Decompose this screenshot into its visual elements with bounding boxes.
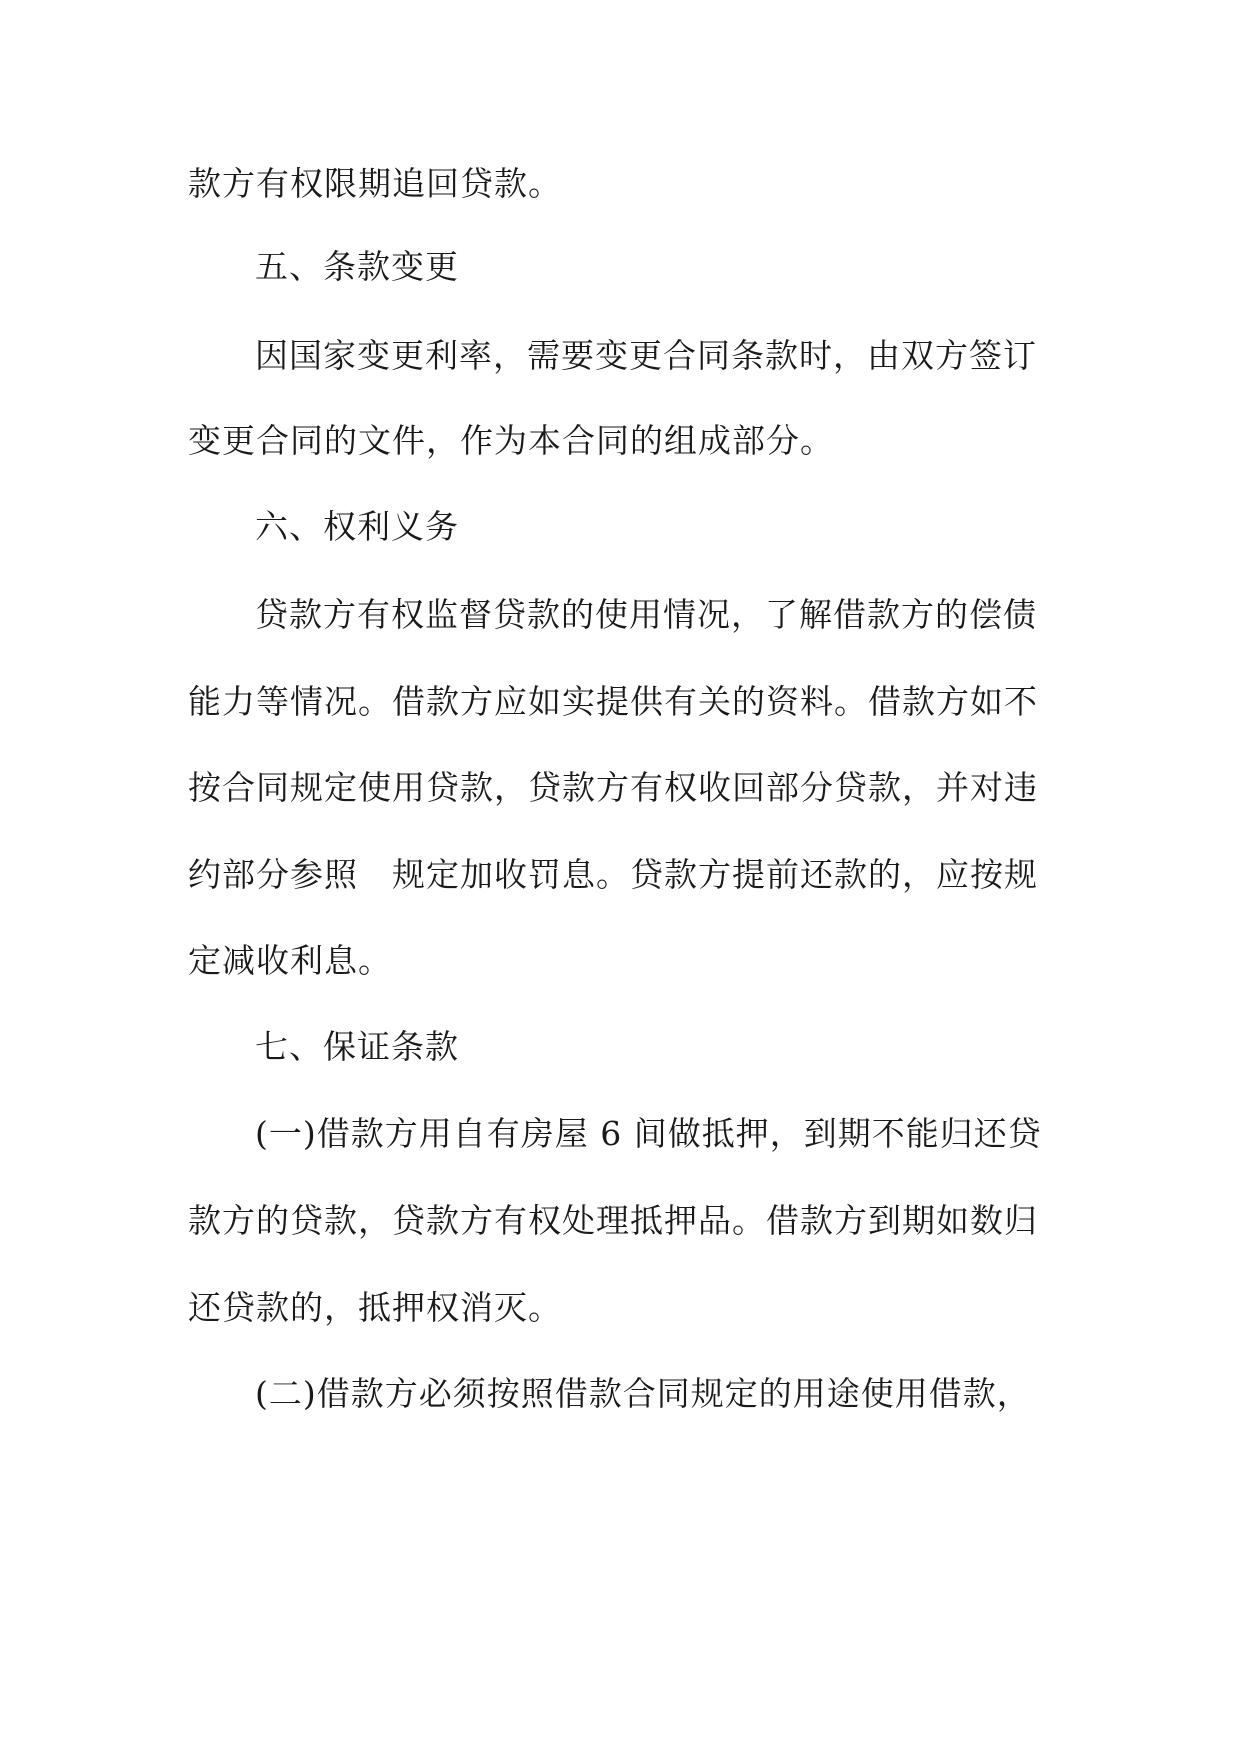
- text-line: 因国家变更利率，需要变更合同条款时，由双方签订: [255, 336, 1037, 375]
- text-line: 还贷款的，抵押权消灭。: [188, 1288, 562, 1327]
- section-heading: 七、保证条款: [255, 1027, 459, 1066]
- text-line: 款方有权限期追回贷款。: [188, 164, 562, 203]
- text-line: 定减收利息。: [188, 941, 392, 980]
- text-line: 贷款方有权监督贷款的使用情况，了解借款方的偿债: [255, 595, 1037, 634]
- section-heading: 五、条款变更: [255, 247, 459, 286]
- section-heading: 六、权利义务: [255, 507, 459, 546]
- text-line: (一)借款方用自有房屋 6 间做抵押，到期不能归还贷: [255, 1114, 1042, 1153]
- text-line: 约部分参照 规定加收罚息。贷款方提前还款的，应按规: [188, 855, 1038, 894]
- text-line: 能力等情况。借款方应如实提供有关的资料。借款方如不: [188, 682, 1038, 721]
- text-line: 变更合同的文件，作为本合同的组成部分。: [188, 421, 834, 460]
- text-line: (二)借款方必须按照借款合同规定的用途使用借款，: [255, 1374, 1031, 1413]
- text-line: 款方的贷款，贷款方有权处理抵押品。借款方到期如数归: [188, 1201, 1038, 1240]
- text-line: 按合同规定使用贷款，贷款方有权收回部分贷款，并对违: [188, 768, 1038, 807]
